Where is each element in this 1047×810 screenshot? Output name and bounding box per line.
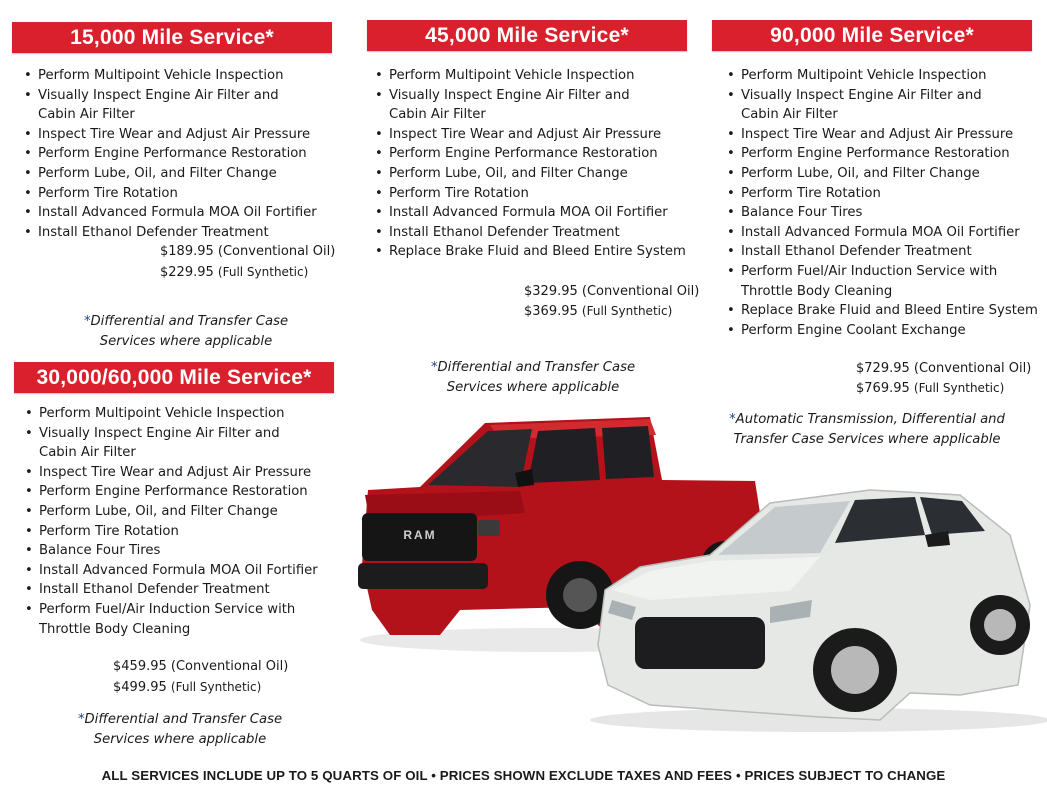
truck-side-window-front — [528, 428, 600, 483]
service-note-45000 — [403, 358, 663, 398]
list-item: • Perform Tire Rotation — [25, 522, 318, 542]
list-item-continuation: Cabin Air Filter — [741, 107, 838, 123]
list-item: • Inspect Tire Wear and Adjust Air Pressure — [727, 125, 1038, 145]
truck-headlight — [478, 520, 500, 536]
list-item: • Install Advanced Formula MOA Oil Fortifier — [727, 223, 1038, 243]
list-item: • Perform Multipoint Vehicle Inspection — [375, 66, 686, 86]
service-list-45000 — [375, 66, 686, 262]
price-label: (Conventional Oil) — [581, 284, 700, 299]
note-line: Services where applicable — [446, 380, 620, 395]
service-title-90000: 90,000 Mile Service* — [712, 20, 1032, 51]
note-line: Services where applicable — [93, 732, 267, 747]
list-item: • Inspect Tire Wear and Adjust Air Pressure — [375, 125, 686, 145]
list-item: • Install Advanced Formula MOA Oil Fortifier — [375, 203, 686, 223]
price-synthetic-45000 — [524, 301, 672, 322]
list-item: • Perform Multipoint Vehicle Inspection — [727, 66, 1038, 86]
list-item: • Perform Lube, Oil, and Filter Change — [25, 502, 318, 522]
list-item: • Install Ethanol Defender Treatment — [727, 242, 1038, 262]
price-conventional-30000-60000 — [113, 657, 288, 677]
price-value: $369.95 — [524, 304, 578, 319]
truck-grille-text: RAM — [403, 528, 437, 542]
list-item: • Perform Engine Performance Restoration — [375, 144, 686, 164]
list-item: • Install Advanced Formula MOA Oil Fortifier — [25, 561, 318, 581]
service-list-15000 — [24, 66, 317, 242]
price-label: (Full Synthetic) — [170, 680, 262, 694]
service-list-90000 — [727, 66, 1038, 340]
list-item: • Install Advanced Formula MOA Oil Fortifier — [24, 203, 317, 223]
note-line: Differential and Transfer Case — [90, 314, 289, 329]
list-item: • Perform Fuel/Air Induction Service with — [727, 262, 1038, 282]
list-item: • Perform Engine Performance Restoration — [25, 482, 318, 502]
list-item: • Visually Inspect Engine Air Filter and — [24, 86, 317, 106]
list-item: • Perform Multipoint Vehicle Inspection — [25, 404, 318, 424]
list-item: • Install Ethanol Defender Treatment — [375, 223, 686, 243]
list-item: • Perform Fuel/Air Induction Service with — [25, 600, 318, 620]
price-value: $329.95 — [524, 284, 578, 299]
note-line: Automatic Transmission, Differential and — [735, 412, 1005, 427]
note-line: Differential and Transfer Case — [84, 712, 283, 727]
truck-bumper — [358, 563, 488, 589]
service-note-15000 — [56, 312, 316, 352]
list-item: • Visually Inspect Engine Air Filter and — [375, 86, 686, 106]
list-item: • Perform Engine Performance Restoration — [727, 144, 1038, 164]
list-item-continuation: Cabin Air Filter — [38, 107, 135, 123]
list-item: • Install Ethanol Defender Treatment — [25, 580, 318, 600]
list-item-continuation: Cabin Air Filter — [389, 107, 486, 123]
price-value: $769.95 — [856, 381, 910, 396]
list-item: • Visually Inspect Engine Air Filter and — [727, 86, 1038, 106]
list-item: • Perform Lube, Oil, and Filter Change — [375, 164, 686, 184]
price-synthetic-30000-60000 — [113, 677, 261, 698]
list-item: • Perform Tire Rotation — [727, 184, 1038, 204]
note-line: Services where applicable — [99, 334, 273, 349]
list-item: • Perform Lube, Oil, and Filter Change — [727, 164, 1038, 184]
price-label: (Conventional Oil) — [217, 244, 336, 259]
list-item: • Inspect Tire Wear and Adjust Air Pressure — [24, 125, 317, 145]
list-item: • Balance Four Tires — [25, 541, 318, 561]
price-label: (Full Synthetic) — [913, 381, 1005, 395]
price-conventional-90000 — [856, 359, 1031, 379]
price-value: $729.95 — [856, 361, 910, 376]
price-conventional-45000 — [524, 282, 699, 302]
truck-side-window-rear — [602, 426, 654, 479]
price-value: $459.95 — [113, 659, 167, 674]
price-label: (Full Synthetic) — [217, 265, 309, 279]
price-label: (Full Synthetic) — [581, 304, 673, 318]
vehicles-illustration — [350, 395, 1047, 735]
car-grille — [635, 617, 765, 669]
service-title-30000-60000: 30,000/60,000 Mile Service* — [14, 362, 334, 393]
list-item: • Balance Four Tires — [727, 203, 1038, 223]
list-item-continuation: Cabin Air Filter — [39, 445, 136, 461]
price-synthetic-15000 — [160, 262, 308, 283]
list-item: • Perform Tire Rotation — [24, 184, 317, 204]
list-item: • Replace Brake Fluid and Bleed Entire System — [375, 242, 686, 262]
note-asterisk: * — [77, 712, 85, 727]
price-value: $499.95 — [113, 680, 167, 695]
list-item: • Perform Tire Rotation — [375, 184, 686, 204]
service-title-45000: 45,000 Mile Service* — [367, 20, 687, 51]
list-item: • Perform Engine Coolant Exchange — [727, 321, 1038, 341]
price-label: (Conventional Oil) — [170, 659, 289, 674]
list-item: • Perform Engine Performance Restoration — [24, 144, 317, 164]
list-item: • Visually Inspect Engine Air Filter and — [25, 424, 318, 444]
note-line: Transfer Case Services where applicable — [733, 432, 1001, 447]
truck-front-rim — [563, 578, 597, 612]
service-note-30000-60000 — [50, 710, 310, 750]
service-title-15000: 15,000 Mile Service* — [12, 22, 332, 53]
service-list-30000-60000 — [25, 404, 318, 639]
price-label: (Conventional Oil) — [913, 361, 1032, 376]
note-asterisk: * — [83, 314, 91, 329]
list-item: • Replace Brake Fluid and Bleed Entire System — [727, 301, 1038, 321]
price-conventional-15000 — [160, 242, 335, 262]
car-front-rim — [831, 646, 879, 694]
footer-disclaimer: ALL SERVICES INCLUDE UP TO 5 QUARTS OF OIL • PRICES SHOWN EXCLUDE TAXES AND FEES • PRICES SUBJECT TO CHANGE — [101, 768, 946, 783]
list-item: • Perform Lube, Oil, and Filter Change — [24, 164, 317, 184]
list-item: • Inspect Tire Wear and Adjust Air Pressure — [25, 463, 318, 483]
car-rear-rim — [984, 609, 1016, 641]
list-item-continuation: Throttle Body Cleaning — [741, 283, 893, 299]
price-value: $229.95 — [160, 265, 214, 280]
price-value: $189.95 — [160, 244, 214, 259]
note-asterisk: * — [729, 412, 736, 427]
note-asterisk: * — [430, 360, 438, 375]
list-item: • Install Ethanol Defender Treatment — [24, 223, 317, 243]
note-line: Differential and Transfer Case — [437, 360, 636, 375]
list-item: • Perform Multipoint Vehicle Inspection — [24, 66, 317, 86]
list-item-continuation: Throttle Body Cleaning — [39, 621, 191, 637]
